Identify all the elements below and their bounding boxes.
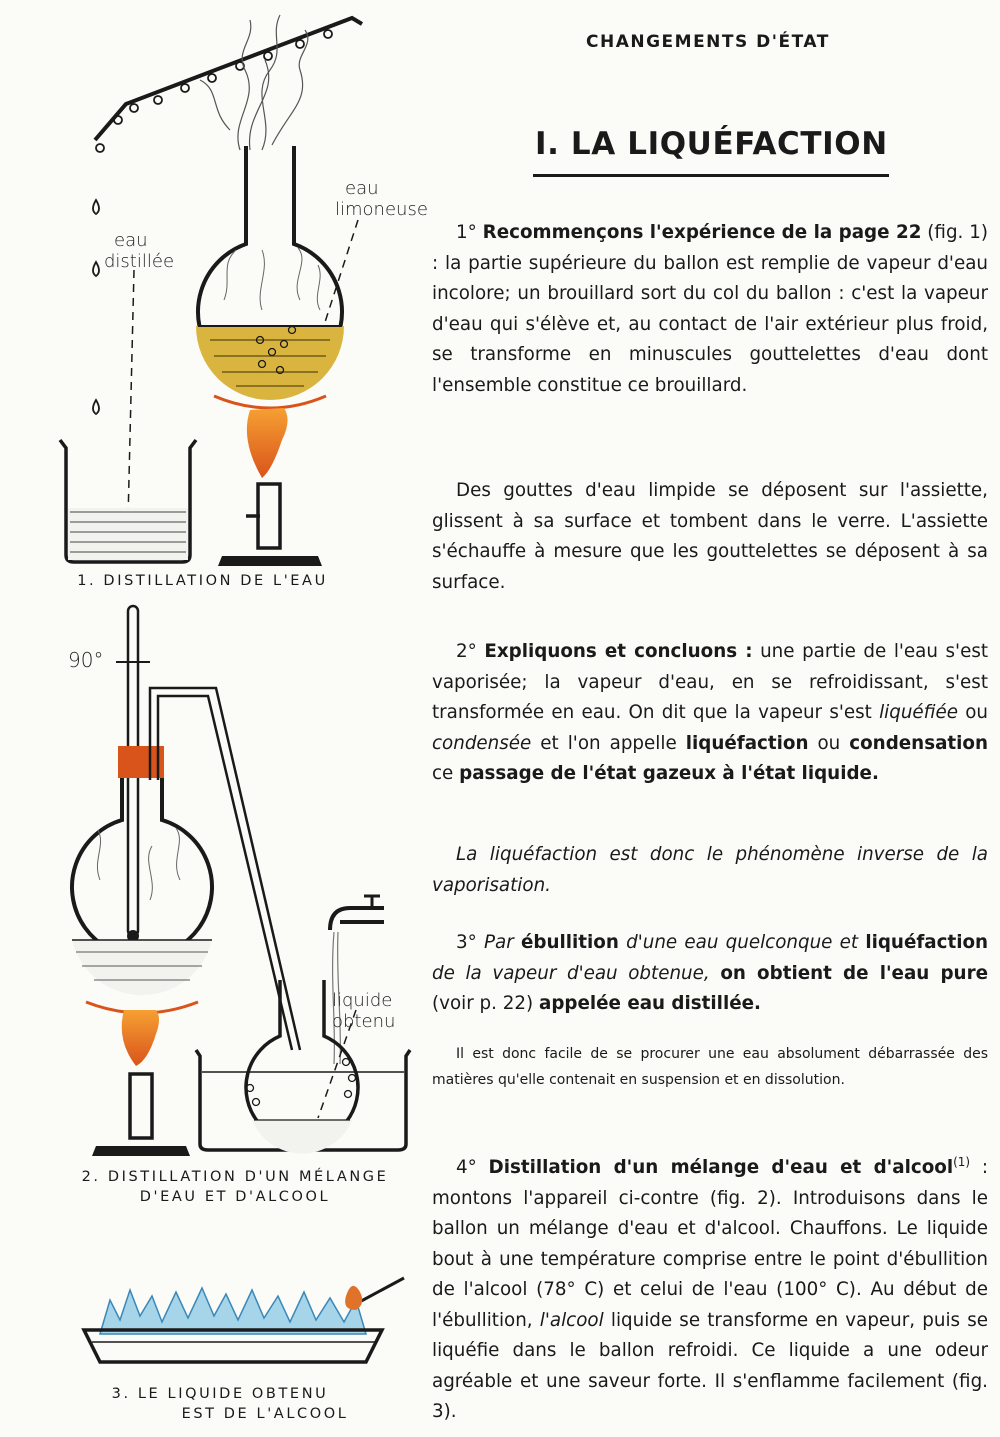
p5-italic-1: Par — [484, 932, 514, 953]
p3-text-3: et l'on appelle — [531, 732, 686, 754]
p7-text-1: : montons l'appareil ci-contre (fig. 2). Introduisons dans le ballon un mélange d'eau et d'alcool. Chauffons. Le liquide bout à une température comprise entre le point d'ébullition de l'alcool (78° C) et celui de l'eau (100° C). Au début de l'ébullition, — [432, 1157, 988, 1331]
figure2-caption-line1: 2. DISTILLATION D'UN MÉLANGE — [81, 1169, 389, 1185]
figure3-caption-line1: 3. LE LIQUIDE OBTENU — [111, 1386, 329, 1402]
label-distilled-line1: eau — [114, 230, 148, 251]
label-liquid-line2: obtenu — [332, 1011, 396, 1032]
label-turbid-water — [335, 178, 428, 220]
p3-heading: Expliquons et concluons : — [484, 641, 753, 662]
p7-text-2: liquide se transforme en vapeur, puis se liquéfie dans le ballon refroidi. Ce liquide a une odeur agréable et une saveur forte. Il s'enflamme facilement (fig. 3). — [432, 1309, 989, 1423]
p1-text: (fig. 1) : la partie supérieure du ballon est remplie de vapeur d'eau incolore; un brouillard sort du col du ballon : c'est la vapeur d'eau qui s'élève et, au contact de l'air extérieur plus froid, se transforme en minuscules gouttelettes d'eau dont l'ensemble constitue ce brouillard. — [432, 222, 989, 396]
p3-text-5: ce — [432, 763, 460, 784]
p5-number: 3° — [456, 932, 477, 953]
label-obtained-liquid — [332, 990, 395, 1032]
p5-text-1: (voir p. 22) — [432, 993, 534, 1014]
fig1-drawing — [60, 15, 362, 566]
p5-bold-1: ébullition — [521, 932, 619, 953]
p3-number: 2° — [456, 641, 477, 662]
fig2-drawing — [72, 606, 410, 1156]
p3-bold-3: condensation — [849, 732, 988, 754]
label-liquid-line1: liquide — [332, 990, 393, 1011]
label-turbid-line2: limoneuse — [335, 199, 428, 220]
p3-text-4: ou — [808, 732, 850, 754]
page-title: I. LA LIQUÉFACTION — [535, 126, 888, 162]
p5-bold-3: on obtient de l'eau pure — [720, 962, 988, 984]
title-underline — [533, 174, 889, 177]
p1-number: 1° — [456, 222, 477, 243]
p7-footnote-ref: (1) — [953, 1155, 971, 1169]
paragraph-6: Il est donc facile de se procurer une eau absolument débarrassée des matières qu'elle contenait en suspension et en dissolution. — [432, 1046, 988, 1088]
p3-text-2: ou — [957, 702, 988, 723]
figure3-caption — [55, 1384, 385, 1424]
p5-italic-3: de la vapeur d'eau obtenue, — [432, 962, 710, 984]
p3-bold-4: passage de l'état gazeux à l'état liquide. — [459, 763, 879, 784]
p4-text: La liquéfaction est donc le phénomène inverse de la vaporisation. — [432, 844, 988, 896]
p3-italic-2: condensée — [432, 732, 532, 754]
p7-number: 4° — [456, 1157, 477, 1179]
p7-heading: Distillation d'un mélange d'eau et d'alcool — [488, 1157, 954, 1179]
plate — [95, 18, 362, 140]
p5-bold-2: liquéfaction — [865, 932, 989, 953]
paragraph-7 — [432, 1147, 988, 1428]
p5-italic-2: d'une eau quelconque et — [626, 932, 859, 953]
paragraph-5 — [432, 928, 988, 1020]
label-temperature: 90° — [68, 648, 104, 672]
p1-heading: Recommençons l'expérience de la page 22 — [482, 222, 922, 243]
p3-italic-1: liquéfiée — [879, 702, 958, 723]
p7-italic-1: l'alcool — [539, 1309, 604, 1331]
p3-text-1: une partie de l'eau s'est vaporisée; la vapeur d'eau, en se refroidissant, s'est transformée en eau. On dit que la vapeur s'est — [432, 641, 989, 723]
figure1-caption: 1. DISTILLATION DE L'EAU — [77, 573, 328, 589]
label-distilled-water — [104, 230, 174, 272]
paragraph-4 — [432, 840, 988, 901]
figure2-caption — [55, 1167, 415, 1207]
figure3-caption-line2: EST DE L'ALCOOL — [181, 1406, 349, 1422]
paragraph-1 — [432, 218, 988, 401]
section-header: CHANGEMENTS D'ÉTAT — [586, 32, 830, 52]
label-distilled-line2: distillée — [104, 251, 175, 272]
label-turbid-line1: eau — [345, 178, 379, 199]
fig3-drawing — [84, 1278, 404, 1362]
paragraph-2: Des gouttes d'eau limpide se déposent sur l'assiette, glissent à sa surface et tombent dans le verre. L'assiette s'échauffe à mesure que les gouttelettes se déposent à sa surface. — [432, 480, 988, 593]
paragraph-3 — [432, 637, 988, 790]
p3-bold-2: liquéfaction — [685, 732, 809, 754]
p5-bold-4: appelée eau distillée. — [538, 993, 761, 1014]
figure2-caption-line2: D'EAU ET D'ALCOOL — [139, 1189, 331, 1205]
